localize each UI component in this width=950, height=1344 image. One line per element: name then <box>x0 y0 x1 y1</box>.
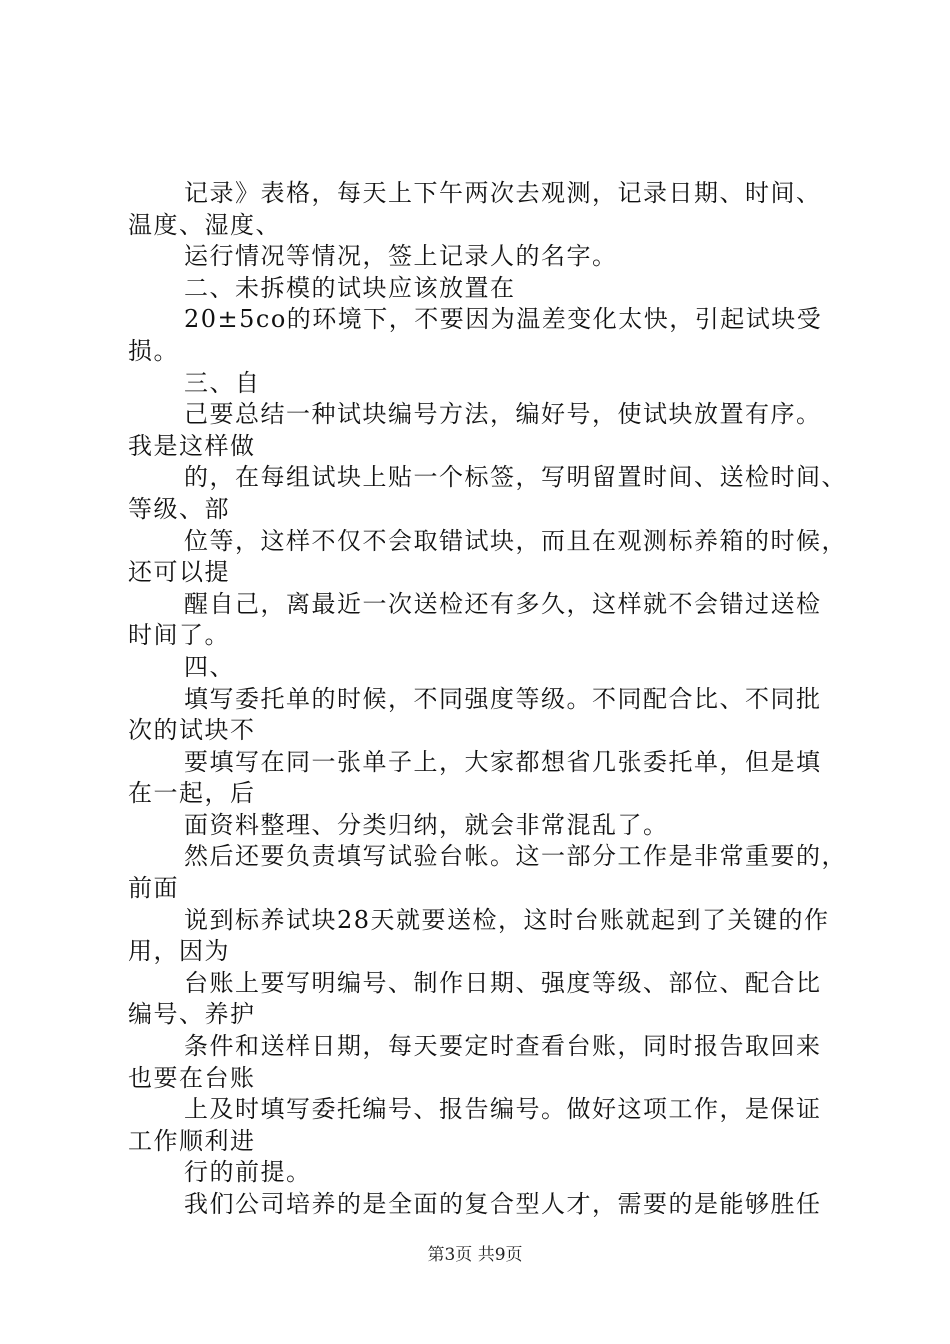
text-line: 条件和送样日期，每天要定时查看台账，同时报告取回来 <box>184 1032 822 1061</box>
text-line: 用，因为 <box>128 937 230 966</box>
text-line: 损。 <box>128 336 179 365</box>
text-line: 也要在台账 <box>128 1063 256 1092</box>
text-line: 在一起，后 <box>128 779 256 808</box>
text-line: 位等，这样不仅不会取错试块，而且在观测标养箱的时候， <box>184 526 847 555</box>
text-line: 行的前提。 <box>184 1158 312 1187</box>
text-line: 20±5co的环境下，不要因为温差变化太快，引起试块受 <box>184 305 823 334</box>
text-line: 说到标养试块28天就要送检，这时台账就起到了关键的作 <box>184 905 830 934</box>
text-line: 醒自己，离最近一次送检还有多久，这样就不会错过送检 <box>184 589 822 618</box>
text-line: 填写委托单的时候，不同强度等级。不同配合比、不同批 <box>184 684 822 713</box>
text-line: 上及时填写委托编号、报告编号。做好这项工作，是保证 <box>184 1095 822 1124</box>
text-line: 温度、湿度、 <box>128 210 281 239</box>
text-line: 要填写在同一张单子上，大家都想省几张委托单，但是填 <box>184 747 822 776</box>
text-line: 我们公司培养的是全面的复合型人才，需要的是能够胜任 <box>184 1190 822 1218</box>
text-line: 编号、养护 <box>128 1000 256 1029</box>
text-line: 还可以提 <box>128 558 230 587</box>
text-line: 然后还要负责填写试验台帐。这一部分工作是非常重要的， <box>184 842 847 871</box>
text-line: 我是这样做 <box>128 431 256 460</box>
text-line: 己要总结一种试块编号方法，编好号，使试块放置有序。 <box>184 400 822 429</box>
text-line: 工作顺利进 <box>128 1126 256 1155</box>
body-text <box>128 178 847 1221</box>
text-line: 三、自 <box>184 368 261 397</box>
text-line: 四、 <box>184 652 235 681</box>
text-line: 时间了。 <box>128 621 230 650</box>
text-line: 记录》表格，每天上下午两次去观测，记录日期、时间、 <box>184 179 822 207</box>
text-line: 运行情况等情况，签上记录人的名字。 <box>184 242 618 271</box>
text-line: 二、未拆模的试块应该放置在 <box>184 273 516 302</box>
page-footer: 第3页 共9页 <box>427 1245 523 1265</box>
text-line: 次的试块不 <box>128 716 256 745</box>
text-line: 等级、部 <box>128 494 230 523</box>
text-line: 面资料整理、分类归纳，就会非常混乱了。 <box>184 810 669 839</box>
text-line: 台账上要写明编号、制作日期、强度等级、部位、配合比 <box>184 968 822 997</box>
text-line: 的，在每组试块上贴一个标签，写明留置时间、送检时间、 <box>184 463 847 492</box>
text-line: 前面 <box>128 874 179 903</box>
